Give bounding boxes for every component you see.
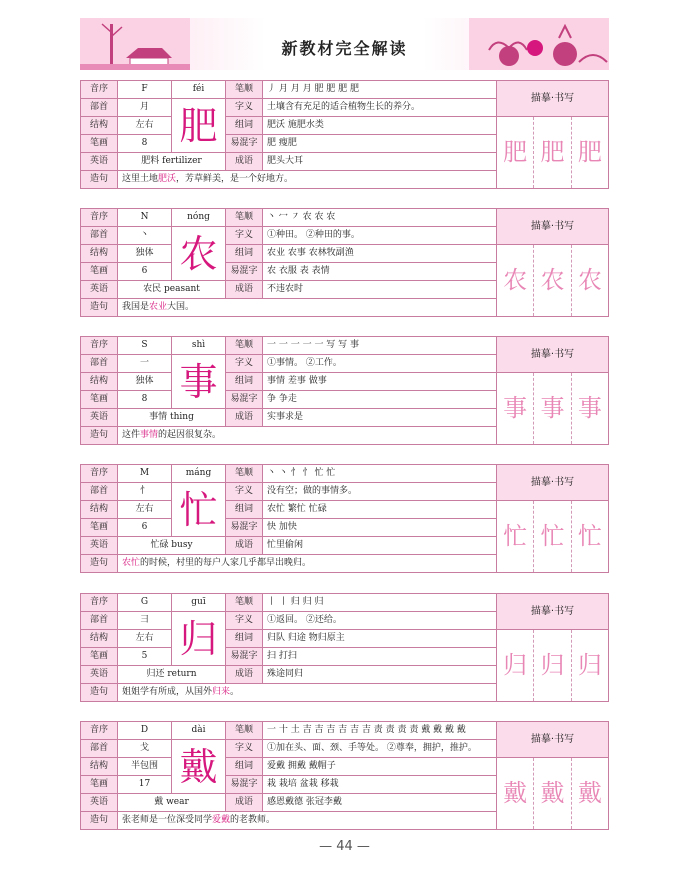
idiom: 实事求是 — [263, 409, 497, 427]
order-label: 音序 — [81, 209, 118, 227]
confusing-chars: 争 争走 — [263, 391, 497, 409]
idiom: 殊途同归 — [263, 666, 497, 684]
practice-grid — [497, 501, 609, 573]
sentence: 姐姐学有所成，从国外归来。 — [118, 684, 497, 702]
sentence-label: 造句 — [81, 427, 118, 445]
structure-value: 左右 — [118, 630, 172, 648]
meaning: ①加在头、面、颈、手等处。 ②尊奉，拥护，推护。 — [263, 740, 497, 758]
strokes-value: 8 — [118, 135, 172, 153]
words: 归队 归途 物归原主 — [263, 630, 497, 648]
sentence: 这里土地肥沃，芳草鲜美，是一个好地方。 — [118, 171, 497, 189]
trace-cell: 戴 — [497, 758, 534, 829]
structure-label: 结构 — [81, 245, 118, 263]
confusing-chars: 扫 打扫 — [263, 648, 497, 666]
english-value: 农民 peasant — [118, 281, 226, 299]
order-label: 音序 — [81, 81, 118, 99]
practice-grid — [497, 117, 609, 189]
confusing-chars: 农 衣服 表 表情 — [263, 263, 497, 281]
structure-label: 结构 — [81, 117, 118, 135]
confusing-label: 易混字 — [226, 648, 263, 666]
sentence-label: 造句 — [81, 684, 118, 702]
strokes-value: 17 — [118, 776, 172, 794]
idiom-label: 成语 — [226, 281, 263, 299]
words-label: 组词 — [226, 630, 263, 648]
stroke-order-label: 笔顺 — [226, 209, 263, 227]
meaning-label: 字义 — [226, 740, 263, 758]
strokes-label: 笔画 — [81, 648, 118, 666]
radical-value: 忄 — [118, 483, 172, 501]
trace-cell: 肥 — [577, 138, 602, 166]
trace-cell: 事 — [534, 373, 571, 444]
radical-value: 丶 — [118, 227, 172, 245]
english-value: 归还 return — [118, 666, 226, 684]
meaning-label: 字义 — [226, 483, 263, 501]
english-value: 忙碌 busy — [118, 537, 226, 555]
english-label: 英语 — [81, 153, 118, 171]
confusing-label: 易混字 — [226, 135, 263, 153]
main-character: 肥 — [172, 99, 226, 153]
trace-cell: 忙 — [577, 522, 602, 550]
radical-value: 戈 — [118, 740, 172, 758]
practice-label: 描摹·书写 — [497, 209, 609, 245]
confusing-chars: 肥 瘦肥 — [263, 135, 497, 153]
meaning-label: 字义 — [226, 612, 263, 630]
sentence-highlight: 事情 — [140, 430, 159, 440]
stroke-order: 一 十 土 吉 吉 吉 吉 吉 吉 责 责 责 责 戴 戴 戴 戴 — [263, 722, 497, 740]
trace-cell: 事 — [577, 394, 602, 422]
main-character: 忙 — [172, 483, 226, 537]
practice-label: 描摹·书写 — [497, 594, 609, 630]
strokes-value: 5 — [118, 648, 172, 666]
order-value: G — [118, 594, 172, 612]
trace-cell: 忙 — [497, 501, 534, 572]
sentence: 我国是农业大国。 — [118, 299, 497, 317]
structure-value: 左右 — [118, 117, 172, 135]
sentence-highlight: 肥沃 — [158, 174, 177, 184]
radical-label: 部首 — [81, 740, 118, 758]
sentence-highlight: 归来 — [212, 687, 231, 697]
trace-cell: 戴 — [577, 779, 602, 807]
trace-cell: 农 — [534, 245, 571, 316]
stroke-order: 丶 丶 忄 忄 忙 忙 — [263, 465, 497, 483]
character-card-nong — [80, 208, 609, 311]
words: 农忙 繁忙 忙碌 — [263, 501, 497, 519]
idiom-label: 成语 — [226, 409, 263, 427]
practice-label: 描摹·书写 — [497, 722, 609, 758]
order-value: S — [118, 337, 172, 355]
pinyin: féi — [172, 81, 226, 99]
trace-cell: 肥 — [534, 117, 571, 188]
page-title: 新教材完全解读 — [281, 39, 408, 58]
stroke-order-label: 笔顺 — [226, 465, 263, 483]
structure-label: 结构 — [81, 373, 118, 391]
order-label: 音序 — [81, 337, 118, 355]
idiom: 肥头大耳 — [263, 153, 497, 171]
meaning-label: 字义 — [226, 355, 263, 373]
sentence-label: 造句 — [81, 812, 118, 830]
practice-grid — [497, 758, 609, 830]
strokes-label: 笔画 — [81, 135, 118, 153]
stroke-order-label: 笔顺 — [226, 594, 263, 612]
confusing-chars: 栽 栽培 盆栽 移栽 — [263, 776, 497, 794]
structure-label: 结构 — [81, 630, 118, 648]
sentence: 这件事情的起因很复杂。 — [118, 427, 497, 445]
structure-label: 结构 — [81, 501, 118, 519]
english-label: 英语 — [81, 409, 118, 427]
order-value: N — [118, 209, 172, 227]
pinyin: nóng — [172, 209, 226, 227]
main-character: 归 — [172, 612, 226, 666]
sentence-highlight: 爱戴 — [212, 815, 231, 825]
meaning-label: 字义 — [226, 99, 263, 117]
stroke-order: 一 一 一 一 一 写 写 事 — [263, 337, 497, 355]
idiom-label: 成语 — [226, 537, 263, 555]
idiom-label: 成语 — [226, 153, 263, 171]
words-label: 组词 — [226, 373, 263, 391]
words: 事情 差事 做事 — [263, 373, 497, 391]
radical-value: 月 — [118, 99, 172, 117]
strokes-value: 6 — [118, 263, 172, 281]
stroke-order-label: 笔顺 — [226, 337, 263, 355]
idiom: 不违农时 — [263, 281, 497, 299]
practice-label: 描摹·书写 — [497, 81, 609, 117]
structure-value: 独体 — [118, 245, 172, 263]
meaning: ①种田。 ②种田的事。 — [263, 227, 497, 245]
order-value: D — [118, 722, 172, 740]
confusing-label: 易混字 — [226, 519, 263, 537]
character-card-mang — [80, 464, 609, 567]
strokes-label: 笔画 — [81, 263, 118, 281]
words-label: 组词 — [226, 245, 263, 263]
confusing-label: 易混字 — [226, 391, 263, 409]
words: 农业 农事 农林牧副渔 — [263, 245, 497, 263]
structure-label: 结构 — [81, 758, 118, 776]
english-label: 英语 — [81, 281, 118, 299]
words-label: 组词 — [226, 117, 263, 135]
strokes-label: 笔画 — [81, 519, 118, 537]
order-label: 音序 — [81, 594, 118, 612]
words: 肥沃 施肥水类 — [263, 117, 497, 135]
radical-label: 部首 — [81, 99, 118, 117]
meaning: ①事情。 ②工作。 — [263, 355, 497, 373]
pinyin: dài — [172, 722, 226, 740]
sentence: 农忙的时候，村里的每户人家几乎都早出晚归。 — [118, 555, 497, 573]
trace-cell: 农 — [577, 266, 602, 294]
words: 爱戴 拥戴 戴帽子 — [263, 758, 497, 776]
sentence-label: 造句 — [81, 299, 118, 317]
idiom: 感恩戴德 张冠李戴 — [263, 794, 497, 812]
confusing-label: 易混字 — [226, 263, 263, 281]
practice-label: 描摹·书写 — [497, 337, 609, 373]
stroke-order: 丨 丨 归 归 归 — [263, 594, 497, 612]
sentence-label: 造句 — [81, 555, 118, 573]
practice-label: 描摹·书写 — [497, 465, 609, 501]
radical-label: 部首 — [81, 483, 118, 501]
sentence-highlight: 农业 — [149, 302, 168, 312]
radical-value: 一 — [118, 355, 172, 373]
stroke-order: 丶 冖 ㇇ 农 农 农 — [263, 209, 497, 227]
meaning: 没有空；做的事情多。 — [263, 483, 497, 501]
page-header — [80, 18, 609, 70]
order-label: 音序 — [81, 722, 118, 740]
pinyin: guī — [172, 594, 226, 612]
page-number: — 44 — — [319, 839, 370, 854]
pinyin: máng — [172, 465, 226, 483]
practice-grid — [497, 373, 609, 445]
confusing-label: 易混字 — [226, 776, 263, 794]
english-label: 英语 — [81, 666, 118, 684]
words-label: 组词 — [226, 501, 263, 519]
english-value: 肥料 fertilizer — [118, 153, 226, 171]
strokes-label: 笔画 — [81, 776, 118, 794]
order-value: M — [118, 465, 172, 483]
stroke-order-label: 笔顺 — [226, 722, 263, 740]
strokes-label: 笔画 — [81, 391, 118, 409]
radical-label: 部首 — [81, 612, 118, 630]
stroke-order-label: 笔顺 — [226, 81, 263, 99]
character-card-fei — [80, 80, 609, 183]
fruit-illustration — [469, 18, 609, 70]
idiom-label: 成语 — [226, 794, 263, 812]
sentence-highlight: 农忙 — [122, 558, 141, 568]
main-character: 事 — [172, 355, 226, 409]
words-label: 组词 — [226, 758, 263, 776]
sentence: 张老师是一位深受同学爱戴的老教师。 — [118, 812, 497, 830]
structure-value: 半包围 — [118, 758, 172, 776]
stroke-order: 丿 月 月 月 肥 肥 肥 肥 — [263, 81, 497, 99]
radical-label: 部首 — [81, 227, 118, 245]
radical-label: 部首 — [81, 355, 118, 373]
main-character: 戴 — [172, 740, 226, 794]
trace-cell: 农 — [497, 245, 534, 316]
english-label: 英语 — [81, 794, 118, 812]
practice-grid — [497, 630, 609, 702]
meaning: 土壤含有充足的适合植物生长的养分。 — [263, 99, 497, 117]
sentence-label: 造句 — [81, 171, 118, 189]
trace-cell: 归 — [534, 630, 571, 701]
order-value: F — [118, 81, 172, 99]
pinyin: shì — [172, 337, 226, 355]
english-label: 英语 — [81, 537, 118, 555]
meaning: ①返回。 ②还给。 — [263, 612, 497, 630]
trace-cell: 归 — [577, 651, 602, 679]
character-card-dai — [80, 721, 609, 824]
structure-value: 左右 — [118, 501, 172, 519]
meaning-label: 字义 — [226, 227, 263, 245]
trace-cell: 事 — [497, 373, 534, 444]
character-card-shi — [80, 336, 609, 439]
character-card-gui — [80, 593, 609, 696]
trace-cell: 戴 — [534, 758, 571, 829]
practice-grid — [497, 245, 609, 317]
strokes-value: 8 — [118, 391, 172, 409]
trace-cell: 肥 — [497, 117, 534, 188]
idiom-label: 成语 — [226, 666, 263, 684]
trace-cell: 归 — [497, 630, 534, 701]
english-value: 事情 thing — [118, 409, 226, 427]
strokes-value: 6 — [118, 519, 172, 537]
trace-cell: 忙 — [534, 501, 571, 572]
confusing-chars: 快 加快 — [263, 519, 497, 537]
english-value: 戴 wear — [118, 794, 226, 812]
order-label: 音序 — [81, 465, 118, 483]
structure-value: 独体 — [118, 373, 172, 391]
main-character: 农 — [172, 227, 226, 281]
radical-value: 彐 — [118, 612, 172, 630]
idiom: 忙里偷闲 — [263, 537, 497, 555]
